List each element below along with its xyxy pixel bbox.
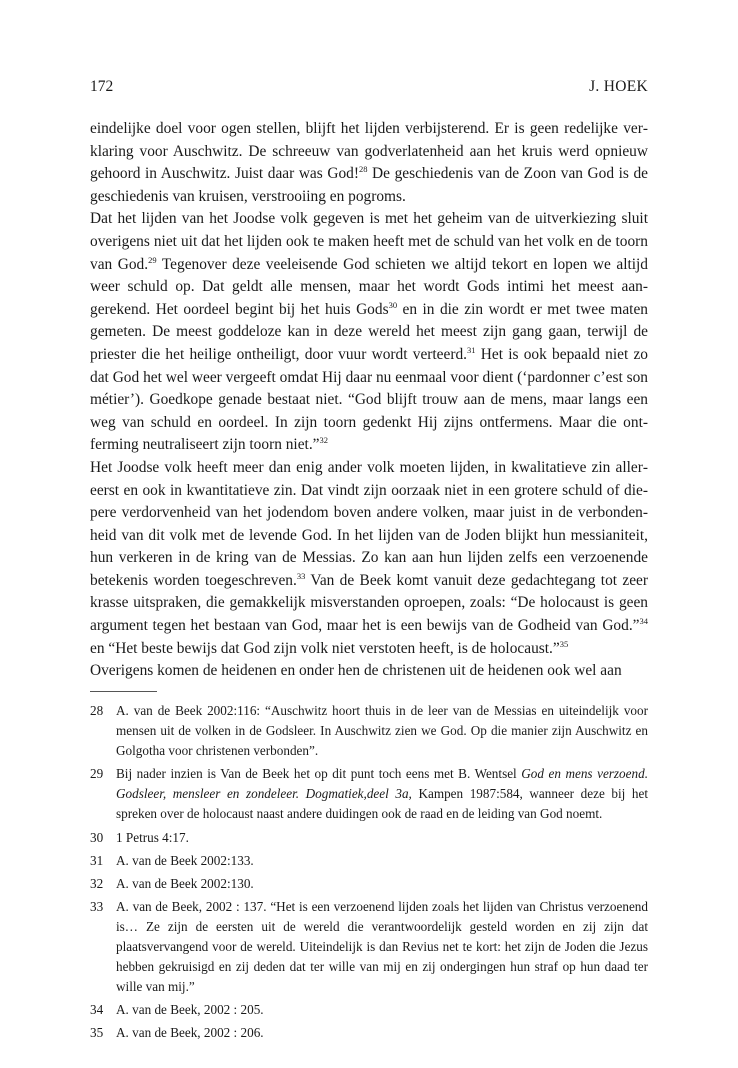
paragraph-3: Het Joodse volk heeft meer dan enig ander volk moeten lijden, in kwalitatieve zin allereerst en ook in kwantitatieve zin. Dat vindt zijn oorzaak niet in een grotere schuld of diepere verdorvenheid van het jodendom boven andere volken, maar juist in de verbondenheid van dit volk met de levende God. In het lijden van de Joden blijkt hun messianiteit, hun verkeren in de kring van de Messias. Zo kan aan hun lijden zelfs een verzoenende betekenis worden toegeschreven.$^{33}$ Van de Beek komt vanuit deze gedachtegang tot zeer krasse uitspraken, die gemakkelijk misverstanden oproepen, zoals: “De holocaust is geen argument tegen het bestaan van God, maar het is een bewijs van de Godheid van God.”$^{34}$ en “Het beste bewijs dat God zijn volk niet verstoten heeft, is de holocaust.”$^{35}$: [90, 458, 649, 657]
footnote-ref-29[interactable]: 29: [148, 254, 157, 265]
footnote-34: [90, 1000, 648, 1020]
paragraph-1: eindelijke doel voor ogen stellen, blijft het lijden verbijsterend. Er is geen redelijke verklaring voor Auschwitz. De schreeuw van godverlatenheid aan het kruis werd opnieuw gehoord in Auschwitz. Juist daar was God!$^{28}$ De geschiedenis van de Zoon van God is de geschiedenis van kruisen, verstrooiing en pogroms.: [90, 120, 648, 205]
footnote-ref-31[interactable]: 31: [467, 344, 476, 355]
footnote-number: 35: [90, 1025, 104, 1041]
footnote-ref-34[interactable]: 34: [639, 616, 648, 627]
footnote-text: A. van de Beek, 2002 : 205.: [116, 1002, 264, 1018]
footnote-number: 32: [90, 875, 104, 891]
footnote-number: 30: [90, 829, 104, 845]
footnote-text: Bij nader inzien is Van de Beek het op dit punt toch eens met B. Wentsel God en mens verzoend. Godsleer, mensleer en zondeleer. Dogmatiek,deel 3a, Kampen 1987:584, wanneer deze bij het spreken over de holocaust naast andere duidingen ook de raad en de leiding van God noemt.: [116, 766, 648, 822]
footnote-ref-32[interactable]: 32: [319, 435, 328, 446]
footnote-number: 29: [90, 766, 104, 782]
footnote-30: [90, 828, 648, 848]
footnote-text: 1 Petrus 4:17.: [116, 829, 189, 845]
footnote-text: A. van de Beek 2002:116: “Auschwitz hoort thuis in de leer van de Messias en uiteindelijk voor mensen uit de volken in de Godsleer. In Auschwitz zien we God. Op die manier zijn Auschwitz en Golgotha voor christenen verbonden”.: [116, 703, 648, 759]
footnote-text: A. van de Beek 2002:133.: [116, 852, 254, 868]
page-header: [90, 78, 648, 100]
footnote-ref-33[interactable]: 33: [296, 570, 306, 581]
footnotes: [90, 701, 648, 1047]
footnote-32: [90, 874, 648, 894]
footnote-number: 33: [90, 898, 104, 914]
footnote-ref-35[interactable]: 35: [559, 638, 569, 649]
footnote-text: A. van de Beek 2002:130.: [116, 875, 254, 891]
footnote-ref-28[interactable]: 28: [358, 164, 368, 175]
page-number: 172: [90, 78, 114, 95]
footnote-number: 28: [90, 703, 104, 718]
footnote-text: A. van de Beek, 2002 : 206.: [116, 1025, 264, 1041]
footnote-separator: [90, 691, 157, 692]
footnote-33: [90, 897, 648, 997]
footnote-31: [90, 851, 648, 871]
running-head: J. HOEK: [589, 78, 648, 95]
body-text: [90, 118, 648, 683]
book-title: God en mens verzoend. Godsleer, mensleer en zondeleer. Dogmatiek,deel 3a,: [116, 766, 648, 802]
paragraph-2: Dat het lijden van het Joodse volk gegeven is met het geheim van de uitverkiezing sluit overigens niet uit dat het lijden ook te maken heeft met de schuld van het volk en de toorn van God.$^{29}$ Tegenover deze veeleisende God schieten we altijd tekort en lopen we altijd weer schuld op. Dat geldt alle mensen, maar het wordt Gods intimi het meest aangerekend. Het oordeel begint bij het huis Gods$^{30}$ en in die zin wordt er met twee maten gemeten. De meest goddeloze kan in deze wereld het meest zijn gang gaan, terwijl de priester die het heilige ontheiligt, door vuur wordt verteerd.$^{31}$ Het is ook bepaald niet zo dat God het wel weer vergeeft omdat Hij daar nu eenmaal voor dient (‘pardonner c’est son métier’). Goedkope genade bestaat niet. “God blijft trouw aan de mens, maar langs een weg van schuld en oordeel. In zijn toorn gedenkt Hij zijns ontfermens. Maar die ontferming neutraliseert zijn toorn niet.”$^{32}$: [90, 210, 649, 454]
footnote-number: 31: [90, 852, 104, 868]
footnote-ref-30[interactable]: 30: [388, 299, 398, 310]
paragraph-4: Overigens komen de heidenen en onder hen de christenen uit de heidenen ook wel aan: [90, 662, 622, 680]
footnote-text: A. van de Beek, 2002 : 137. “Het is een verzoenend lijden zoals het lijden van Christus verzoenend is… Ze zijn de eersten uit de wereld die verantwoordelijk gesteld worden en zij zijn dat plaatsvervangend voor de wereld. Uiteindelijk is dan Revius net te kort: het zijn de Joden die Jezus hebben gekruisigd en zij deden dat ter wille van mij en zij ondergingen hun straf op hun daad ter wille van mij.”: [116, 898, 648, 995]
footnote-28: [90, 701, 648, 761]
footnote-29: [90, 764, 648, 824]
footnote-35: [90, 1023, 648, 1043]
footnote-number: 34: [90, 1002, 104, 1018]
